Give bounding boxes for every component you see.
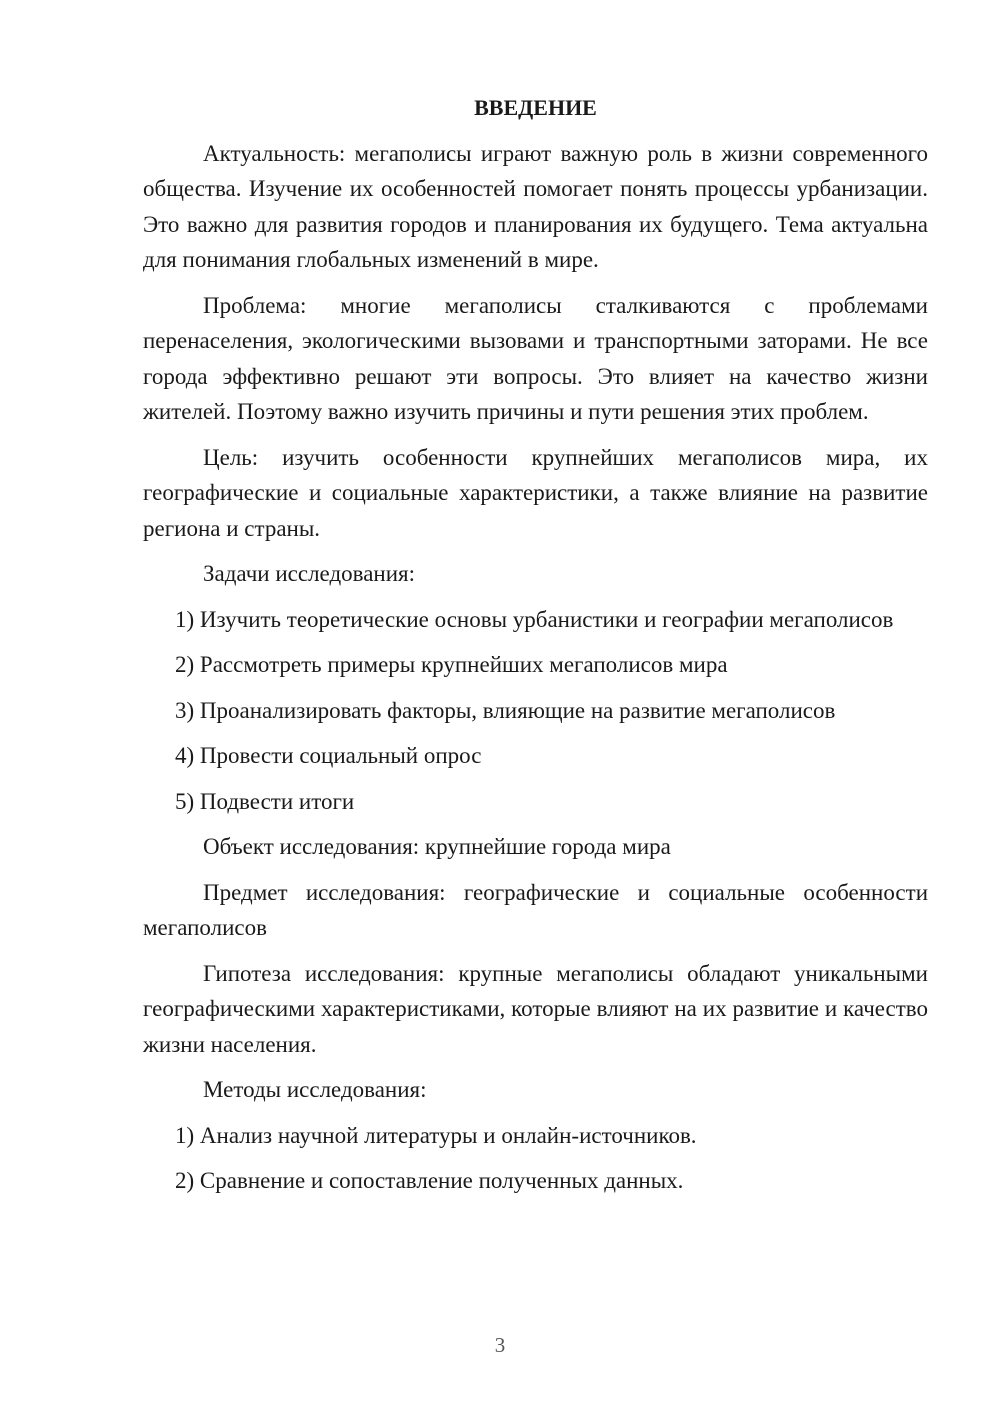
problem-paragraph: Проблема: многие мегаполисы сталкиваются с проблемами перенаселения, экологическими вызовами и транспортными заторами. Не все города эффективно решают эти вопросы. Это влияет на качество жизни жителей. Поэтому важно изучить причины и пути решения этих проблем. (143, 292, 928, 424)
document-title: ВВЕДЕНИЕ (474, 95, 597, 120)
relevance-paragraph: Актуальность: мегаполисы играют важную роль в жизни современного общества. Изучение их особенностей помогает понять процессы урбанизации. Это важно для развития городов и планирования их будущего. Тема актуальна для понимания глобальных изменений в мире. (143, 140, 928, 272)
task-item: 4) Провести социальный опрос (175, 743, 482, 768)
methods-heading: Методы исследования: (203, 1077, 427, 1102)
task-item: 5) Подвести итоги (175, 788, 355, 814)
hypothesis-paragraph: Гипотеза исследования: крупные мегаполисы обладают уникальными географическими характеристиками, которые влияют на их развитие и качество жизни населения. (143, 960, 928, 1057)
page-number: 3 (494, 1333, 506, 1357)
method-item: 2) Сравнение и сопоставление полученных данных. (175, 1168, 684, 1193)
object-paragraph: Объект исследования: крупнейшие города мира (203, 834, 671, 859)
method-item: 1) Анализ научной литературы и онлайн-источников. (175, 1122, 697, 1148)
task-item: 3) Проанализировать факторы, влияющие на развитие мегаполисов (175, 697, 836, 723)
subject-paragraph: Предмет исследования: географические и социальные особенности мегаполисов (143, 879, 928, 940)
task-item: 1) Изучить теоретические основы урбанистики и географии мегаполисов (175, 606, 894, 632)
task-item: 2) Рассмотреть примеры крупнейших мегаполисов мира (175, 652, 728, 677)
document-page (143, 90, 928, 1209)
goal-paragraph: Цель: изучить особенности крупнейших мегаполисов мира, их географические и социальные характеристики, а также влияние на развитие региона и страны. (143, 444, 928, 541)
tasks-heading: Задачи исследования: (203, 561, 416, 586)
